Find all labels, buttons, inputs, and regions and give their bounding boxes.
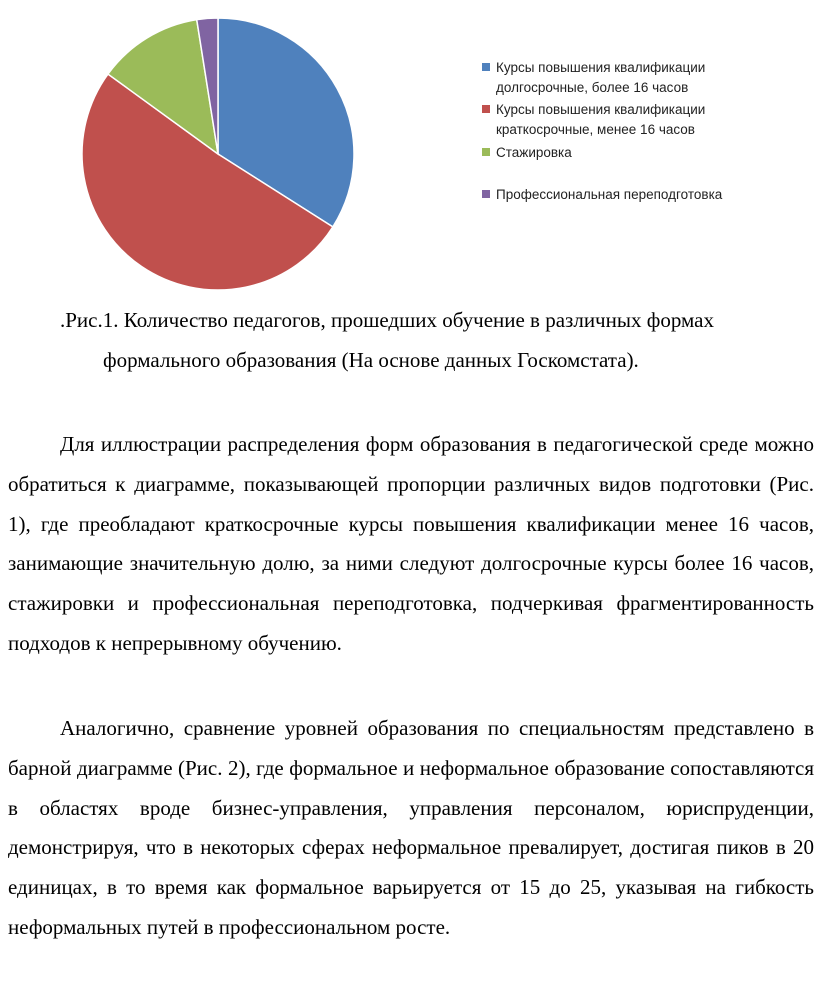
chart-legend xyxy=(482,60,723,202)
legend-label-3: Стажировка xyxy=(496,145,572,160)
legend-swatch-4 xyxy=(482,190,490,198)
legend-label-4: Профессиональная переподготовка xyxy=(496,187,723,202)
pie-chart xyxy=(0,0,816,300)
legend-label-2-line-1: Курсы повышения квалификации xyxy=(496,102,706,117)
legend-swatch-2 xyxy=(482,105,490,113)
paragraph-2: Аналогично, сравнение уровней образования по специальностям представлено в барной диаграмме (Рис. 2), где формальное и неформальное образование сопоставляются в областях вроде бизнес-управления, управления персоналом, юриспруденции, демонстрируя, что в некоторых сферах неформальное превалирует, достигая пиков в 20 единицах, в то время как формальное варьируется от 15 до 25, указывая на гибкость неформальных путей в профессиональном росте. xyxy=(8,716,814,939)
legend-label-1-line-2: долгосрочные, более 16 часов xyxy=(496,80,689,95)
pie-slices xyxy=(82,18,354,290)
paragraph-1: Для иллюстрации распределения форм образования в педагогической среде можно обратиться к диаграмме, показывающей пропорции различных видов подготовки (Рис. 1), где преобладают краткосрочные курсы повышения квалификации менее 16 часов, занимающие значительную долю, за ними следуют долгосрочные курсы более 16 часов, стажировки и профессиональная переподготовка, подчеркивая фрагментированность подходов к непрерывному обучению. xyxy=(8,432,814,655)
legend-swatch-1 xyxy=(482,63,490,71)
legend-label-1-line-1: Курсы повышения квалификации xyxy=(496,60,706,75)
figure-caption-line-1: .Рис.1. Количество педагогов, прошедших обучение в различных формах xyxy=(60,308,714,332)
legend-swatch-3 xyxy=(482,148,490,156)
legend-label-2-line-2: краткосрочные, менее 16 часов xyxy=(496,122,695,137)
figure-caption-line-2: формального образования (На основе данных Госкомстата). xyxy=(103,348,639,372)
